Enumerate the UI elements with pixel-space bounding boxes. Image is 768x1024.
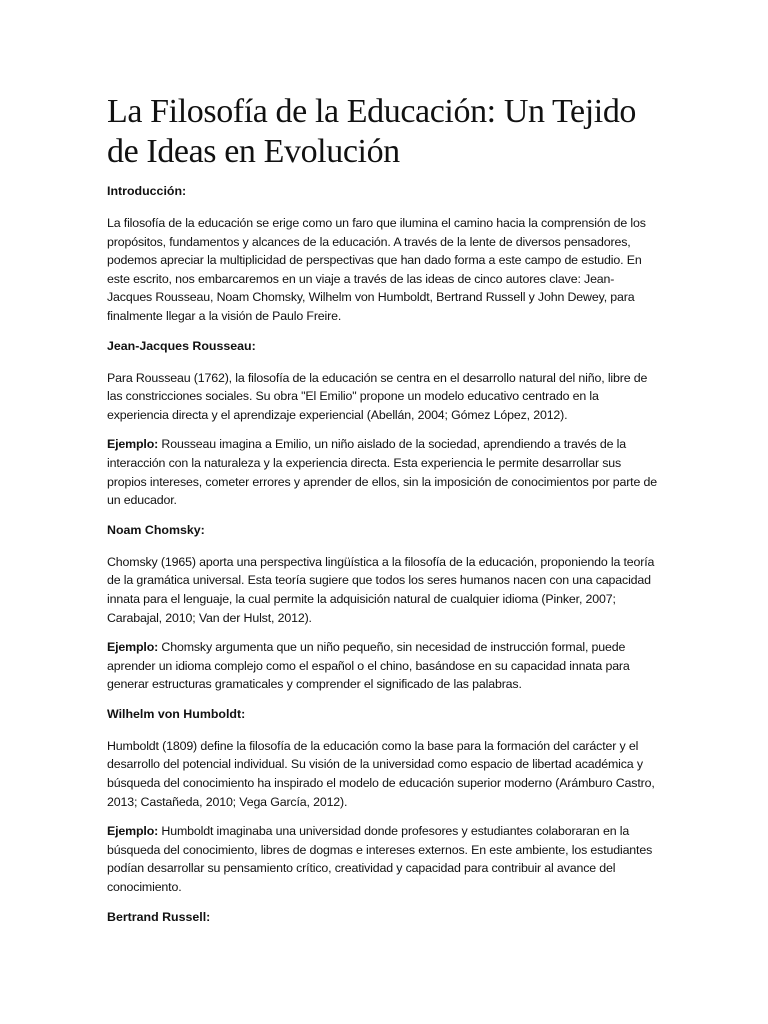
section-heading: Jean-Jacques Rousseau:: [107, 338, 256, 353]
section-heading: Noam Chomsky:: [107, 522, 205, 537]
document-title: La Filosofía de la Educación: Un Tejido de Ideas en Evolución: [107, 93, 637, 170]
section-introduccion: [107, 182, 659, 326]
paragraph-text: Para Rousseau (1762), la filosofía de la educación se centra en el desarrollo natural del niño, libre de las constricciones sociales. Su obra "El Emilio" propone un modelo educativo centrado en la experiencia directa y el aprendizaje experiencial (Abellán, 2004; Gómez López, 2012).: [107, 370, 648, 422]
example-label: Ejemplo:: [107, 437, 159, 452]
paragraph-text: Rousseau imagina a Emilio, un niño aislado de la sociedad, aprendiendo a través de la interacción con la naturaleza y la experiencia directa. Esta experiencia le permite desarrollar sus propios intereses, cometer errores y aprender de ellos, sin la imposición de conocimientos por parte de un educador.: [107, 437, 657, 508]
paragraph: [107, 369, 659, 425]
section-humboldt: [107, 705, 659, 897]
example-label: Ejemplo:: [107, 824, 159, 839]
paragraph-text: Chomsky argumenta que un niño pequeño, sin necesidad de instrucción formal, puede aprender un idioma complejo como el español o el chino, basándose en su capacidad innata para generar estructuras gramaticales y comprender el significado de las palabras.: [107, 640, 630, 692]
paragraph: [107, 214, 659, 326]
example-paragraph: [107, 638, 659, 694]
example-paragraph: [107, 435, 659, 509]
paragraph-text: Chomsky (1965) aporta una perspectiva lingüística a la filosofía de la educación, proponiendo la teoría de la gramática universal. Esta teoría sugiere que todos los seres humanos nacen con una capacidad innata para el lenguaje, la cual permite la adquisición natural de cualquier idioma (Pinker, 2007; Carabajal, 2010; Van der Hulst, 2012).: [107, 554, 655, 625]
paragraph-text: Humboldt (1809) define la filosofía de la educación como la base para la formación del carácter y el desarrollo del potencial individual. Su visión de la universidad como espacio de libertad académica y búsqueda del conocimiento ha inspirado el modelo de educación superior moderno (Arámburo Castro, 2013; Castañeda, 2010; Vega García, 2012).: [107, 738, 655, 809]
paragraph-text: La filosofía de la educación se erige como un faro que ilumina el camino hacia la comprensión de los propósitos, fundamentos y alcances de la educación. A través de la lente de diversos pensadores, podemos apreciar la multiplicidad de perspectivas que han dado forma a este campo de estudio. En este escrito, nos embarcaremos en un viaje a través de las ideas de cinco autores clave: Jean-Jacques Rousseau, Noam Chomsky, Wilhelm von Humboldt, Bertrand Russell y John Dewey, para finalmente llegar a la visión de Paulo Freire.: [107, 216, 646, 323]
example-label: Ejemplo:: [107, 640, 159, 655]
document-page: [107, 92, 659, 940]
section-heading: Wilhelm von Humboldt:: [107, 706, 246, 721]
example-paragraph: [107, 822, 659, 896]
section-russell: [107, 908, 659, 926]
section-chomsky: [107, 521, 659, 694]
paragraph-text: Humboldt imaginaba una universidad donde profesores y estudiantes colaboraran en la búsqueda del conocimiento, libres de dogmas e intereses externos. En este ambiente, los estudiantes podían desarrollar su pensamiento crítico, creatividad y capacidad para contribuir al avance del conocimiento.: [107, 824, 653, 895]
section-rousseau: [107, 337, 659, 510]
section-heading: Introducción:: [107, 184, 187, 198]
paragraph: [107, 737, 659, 811]
section-heading: Bertrand Russell:: [107, 909, 211, 924]
paragraph: [107, 553, 659, 627]
